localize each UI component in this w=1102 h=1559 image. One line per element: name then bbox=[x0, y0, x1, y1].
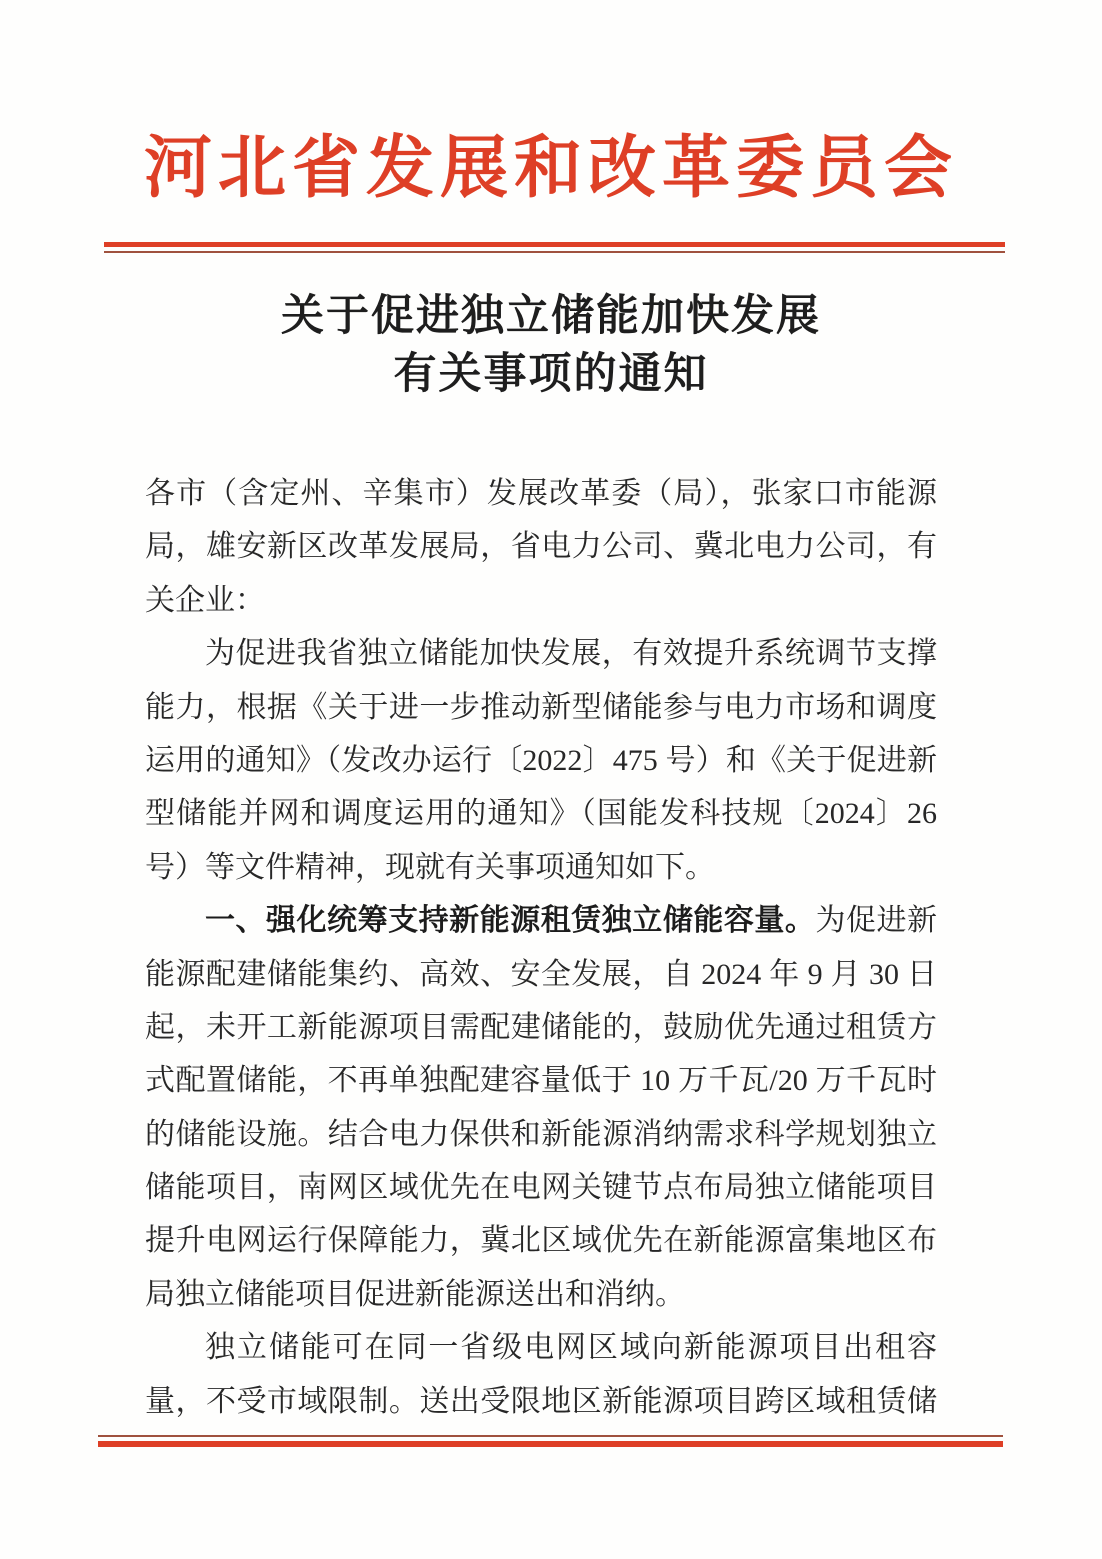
body-line: 各市（含定州、辛集市）发展改革委（局），张家口市能源 bbox=[145, 477, 937, 510]
body-line-text: 为促进新 bbox=[815, 904, 938, 938]
document-title-line-1: 关于促进独立储能加快发展 bbox=[281, 293, 821, 340]
document-title bbox=[0, 288, 1102, 404]
body-line: 为促进我省独立储能加快发展，有效提升系统调节支撑 bbox=[205, 637, 937, 671]
header-rule-thin bbox=[104, 251, 1005, 253]
body-line: 局，雄安新区改革发展局，省电力公司、冀北电力公司，有 bbox=[145, 530, 937, 564]
body-line: 的储能设施。结合电力保供和新能源消纳需求科学规划独立 bbox=[145, 1117, 937, 1151]
section-1-heading: 一、强化统筹支持新能源租赁独立储能容量。 bbox=[205, 904, 816, 938]
header-rule-thick bbox=[104, 242, 1005, 247]
body-line: 独立储能可在同一省级电网区域向新能源项目出租容 bbox=[205, 1331, 937, 1365]
body-line: 起，未开工新能源项目需配建储能的，鼓励优先通过租赁方 bbox=[145, 1010, 937, 1044]
body-line: 储能项目，南网区域优先在电网关键节点布局独立储能项目 bbox=[145, 1171, 937, 1205]
body-line: 型储能并网和调度运用的通知》（国能发科技规〔2024〕26 bbox=[145, 797, 937, 831]
body-line: 号）等文件精神，现就有关事项通知如下。 bbox=[145, 850, 715, 884]
footer-rule-thin bbox=[98, 1435, 1003, 1437]
body-line: 局独立储能项目促进新能源送出和消纳。 bbox=[145, 1277, 685, 1311]
body-line: 运用的通知》（发改办运行〔2022〕475 号）和《关于促进新 bbox=[145, 743, 937, 777]
footer-rule-thick bbox=[98, 1441, 1003, 1447]
body-line: 量，不受市域限制。送出受限地区新能源项目跨区域租赁储 bbox=[145, 1384, 937, 1418]
document-body bbox=[145, 467, 937, 1428]
body-line: 式配置储能，不再单独配建容量低于 10 万千瓦/20 万千瓦时 bbox=[145, 1064, 937, 1098]
agency-name: 河北省发展和改革委员会 bbox=[143, 130, 958, 206]
body-line bbox=[145, 894, 937, 947]
body-line: 能源配建储能集约、高效、安全发展，自 2024 年 9 月 30 日 bbox=[145, 957, 937, 991]
body-line: 能力，根据《关于进一步推动新型储能参与电力市场和调度 bbox=[145, 690, 937, 724]
body-line: 关企业： bbox=[145, 583, 265, 617]
document-title-line-2: 有关事项的通知 bbox=[393, 351, 709, 398]
body-line: 提升电网运行保障能力，冀北区域优先在新能源富集地区布 bbox=[145, 1224, 937, 1258]
